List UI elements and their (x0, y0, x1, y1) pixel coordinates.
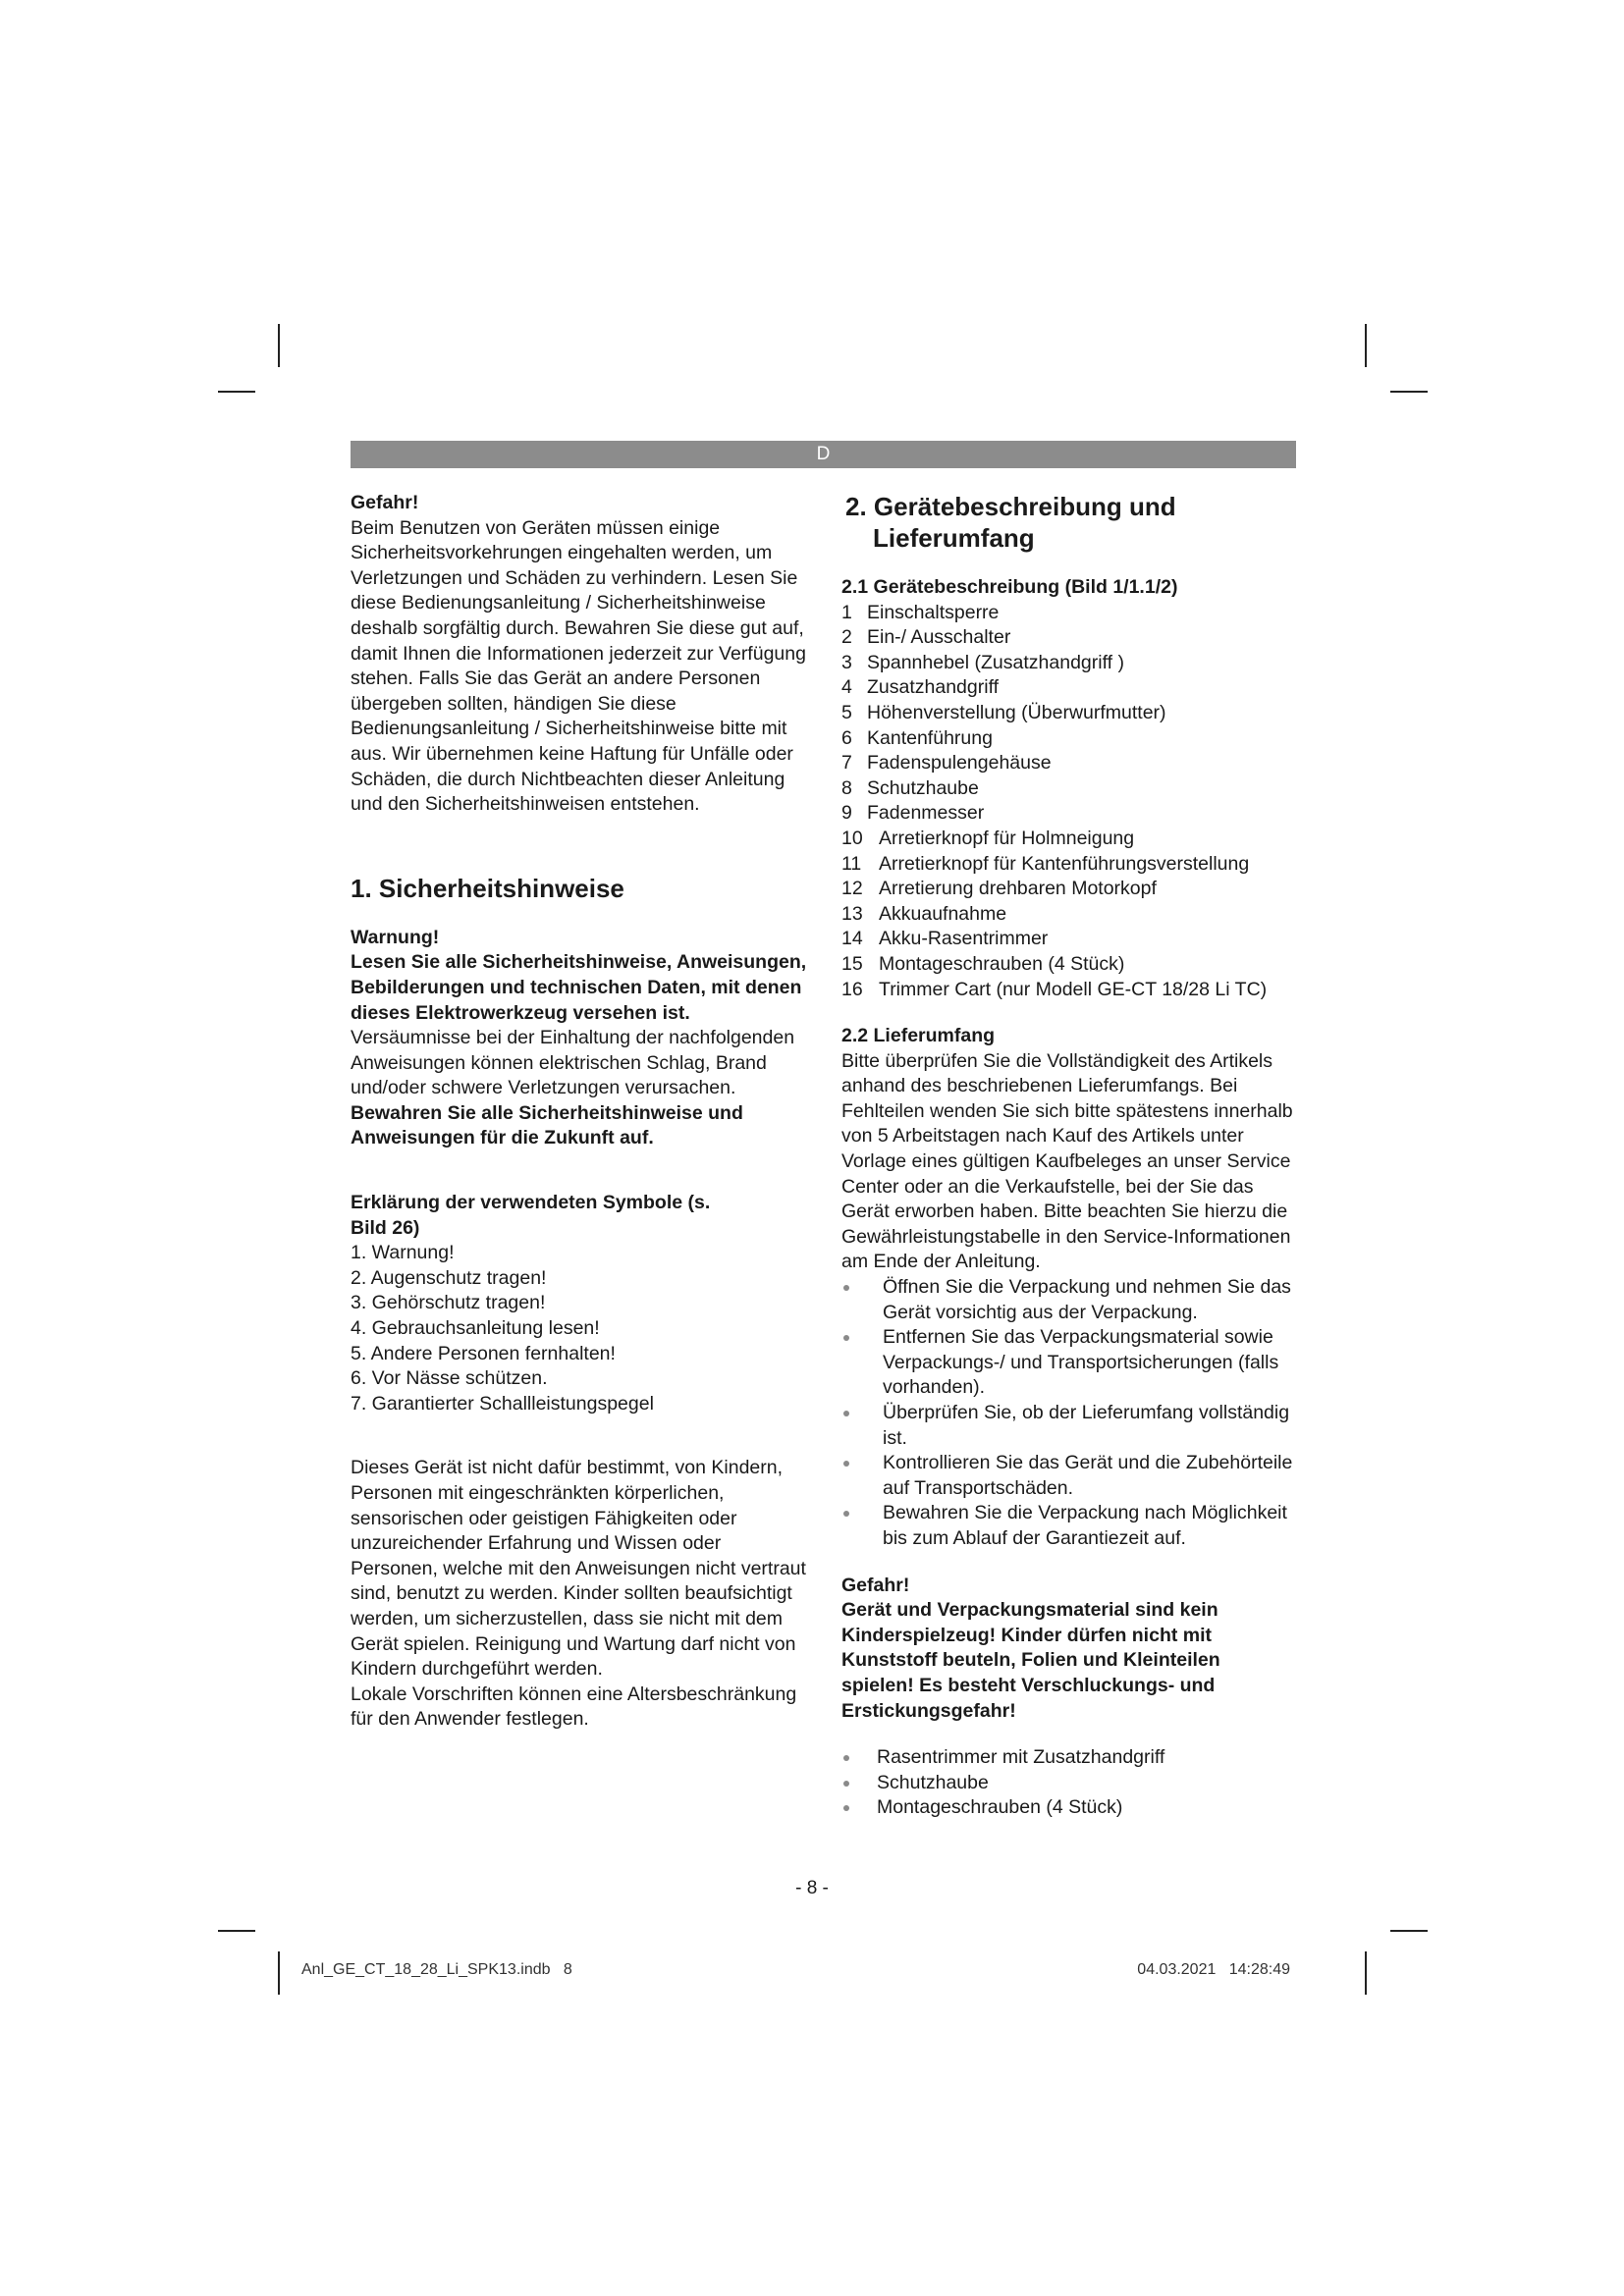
list-item: 2. Augenschutz tragen! (351, 1266, 547, 1289)
danger-2-heading: Gefahr! (841, 1574, 910, 1596)
list-item: 3 Spannhebel (Zusatzhandgriff ) (841, 651, 1124, 673)
list-item: 5. Andere Personen fernhalten! (351, 1342, 616, 1364)
left-column (351, 491, 807, 1733)
warning-paragraph (351, 950, 807, 1101)
print-file-name: Anl_GE_CT_18_28_Li_SPK13.indb 8 (301, 1961, 572, 1978)
list-item: 3. Gehörschutz tragen! (351, 1292, 546, 1314)
list-item: Schutzhaube (841, 1771, 1296, 1796)
symbols-heading: Erklärung der verwendeten Symbole (s. Bild 26) (351, 1192, 711, 1239)
crop-mark-bottom-right-h (1390, 1930, 1428, 1932)
parts-list (841, 601, 1296, 1003)
subsection-2-1-title: 2.1 Gerätebeschreibung (Bild 1/1.1/2) (841, 576, 1178, 598)
crop-mark-bottom-right-v (1365, 1951, 1367, 1995)
list-item: 7. Garantierter Schallleistungspegel (351, 1392, 654, 1415)
unpacking-steps-list (841, 1275, 1296, 1552)
list-item: Kontrollieren Sie das Gerät und die Zubehörteile auf Transportschäden. (841, 1451, 1296, 1501)
list-item: Öffnen Sie die Verpackung und nehmen Sie das Gerät vorsichtig aus der Verpackung. (841, 1275, 1296, 1325)
section-2-title-line-1: 2. Gerätebeschreibung und (845, 492, 1176, 521)
list-item: Rasentrimmer mit Zusatzhandgriff (841, 1745, 1296, 1771)
subsection-2-2-title: 2.2 Lieferumfang (841, 1025, 996, 1047)
crop-mark-bottom-left-h (218, 1930, 255, 1932)
list-item: Entfernen Sie das Verpackungsmaterial sowie Verpackungs-/ und Transportsicherungen (falls vorhanden). (841, 1325, 1296, 1401)
right-column (841, 491, 1296, 1821)
warning-normal-text: Versäumnisse bei der Einhaltung der nachfolgenden Anweisungen können elektrischen Schlag, Brand und/oder schwere Verletzungen verursachen. (351, 1027, 795, 1099)
section-2-title-line-2: Lieferumfang (873, 523, 1035, 553)
symbols-list (351, 1241, 807, 1416)
list-item: 15 Montageschrauben (4 Stück) (841, 952, 1125, 975)
page-number: - 8 - (795, 1878, 829, 1898)
crop-mark-top-left-h (218, 391, 255, 393)
section-2-title (845, 491, 1296, 554)
list-item: 13 Akkuaufnahme (841, 902, 1007, 925)
local-regulations-paragraph: Lokale Vorschriften können eine Altersbeschränkung für den Anwender festlegen. (351, 1682, 797, 1731)
list-item: 6. Vor Nässe schützen. (351, 1367, 548, 1390)
danger-paragraph: Beim Benutzen von Geräten müssen einige Sicherheitsvorkehrungen eingehalten werden, um Verletzungen und Schäden zu verhindern. Lesen Sie diese Bedienungsanleitung / Sicherheitshinweise deshalb sorgfältig durch. Bewahren Sie diese gut auf, damit Ihnen die Informationen jederzeit zur Verfügung stehen. Falls Sie das Gerät an andere Personen übergeben sollten, händigen Sie diese Bedienungsanleitung / Sicherheitshinweise bitte mit aus. Wir übernehmen keine Haftung für Unfälle oder Schäden, die durch Nichtbeachten dieser Anleitung und den Sicherheitshinweisen entstehen. (351, 516, 806, 816)
section-1-title: 1. Sicherheitshinweise (351, 873, 624, 903)
list-item: 7 Fadenspulengehäuse (841, 752, 1052, 774)
danger-heading: Gefahr! (351, 492, 419, 513)
list-item: 11 Arretierknopf für Kantenführungsverstellung (841, 852, 1250, 875)
language-header-bar (351, 441, 1296, 468)
list-item: 1 Einschaltsperre (841, 601, 1000, 623)
children-paragraph: Dieses Gerät ist nicht dafür bestimmt, von Kindern, Personen mit eingeschränkten körperlichen, sensorischen oder geistigen Fähigkeiten oder unzureichender Erfahrung und Wissen oder Personen, welche mit den Anweisungen nicht vertraut sind, benutzt zu werden. Kinder sollten beaufsichtigt werden, um sicherzustellen, dass sie nicht mit dem Gerät spielen. Reinigung und Wartung darf nicht von Kindern durchgeführt werden. (351, 1457, 806, 1681)
warning-bold-text: Lesen Sie alle Sicherheitshinweise, Anweisungen, Bebilderungen und technischen Daten, mit denen dieses Elektrowerkzeug versehen ist. (351, 951, 807, 1024)
keep-instructions-text: Bewahren Sie alle Sicherheitshinweise und Anweisungen für die Zukunft auf. (351, 1101, 743, 1149)
print-timestamp: 04.03.2021 14:28:49 (1137, 1961, 1290, 1978)
crop-mark-bottom-left-v (278, 1951, 280, 1995)
list-item: 10 Arretierknopf für Holmneigung (841, 827, 1135, 849)
list-item: 4. Gebrauchsanleitung lesen! (351, 1317, 600, 1340)
list-item: 4 Zusatzhandgriff (841, 676, 1000, 699)
list-item: 12 Arretierung drehbaren Motorkopf (841, 878, 1157, 900)
crop-mark-top-left-v (278, 324, 280, 367)
language-code: D (816, 444, 831, 464)
list-item: 14 Akku-Rasentrimmer (841, 928, 1049, 950)
list-item: 16 Trimmer Cart (nur Modell GE-CT 18/28 Li TC) (841, 978, 1268, 1000)
contents-list (841, 1745, 1296, 1821)
list-item: 1. Warnung! (351, 1242, 455, 1264)
crop-mark-top-right-v (1365, 324, 1367, 367)
list-item: Montageschrauben (4 Stück) (841, 1795, 1296, 1821)
list-item: 2 Ein-/ Ausschalter (841, 626, 1011, 649)
list-item: 9 Fadenmesser (841, 802, 985, 825)
list-item: Bewahren Sie die Verpackung nach Möglichkeit bis zum Ablauf der Garantiezeit auf. (841, 1501, 1296, 1551)
warning-heading: Warnung! (351, 926, 440, 948)
list-item: Überprüfen Sie, ob der Lieferumfang vollständig ist. (841, 1401, 1296, 1451)
list-item: 5 Höhenverstellung (Überwurfmutter) (841, 701, 1166, 723)
danger-2-paragraph: Gerät und Verpackungsmaterial sind kein Kinderspielzeug! Kinder dürfen nicht mit Kunststoff beuteln, Folien und Kleinteilen spielen! Es besteht Verschluckungs- und Erstickungsgefahr! (841, 1599, 1220, 1722)
crop-mark-top-right-h (1390, 391, 1428, 393)
scope-paragraph: Bitte überprüfen Sie die Vollständigkeit des Artikels anhand des beschriebenen Lieferumfangs. Bei Fehlteilen wenden Sie sich bitte spätestens innerhalb von 5 Arbeitstagen nach Kauf des Artikels unter Vorlage eines gültigen Kaufbeleges an unser Service Center oder an die Verkaufstelle, bei der Sie das Gerät erworben haben. Bitte beachten Sie hierzu die Gewährleistungstabelle in den Service-Informationen am Ende der Anleitung. (841, 1049, 1293, 1273)
list-item: 6 Kantenführung (841, 726, 993, 749)
list-item: 8 Schutzhaube (841, 776, 979, 799)
